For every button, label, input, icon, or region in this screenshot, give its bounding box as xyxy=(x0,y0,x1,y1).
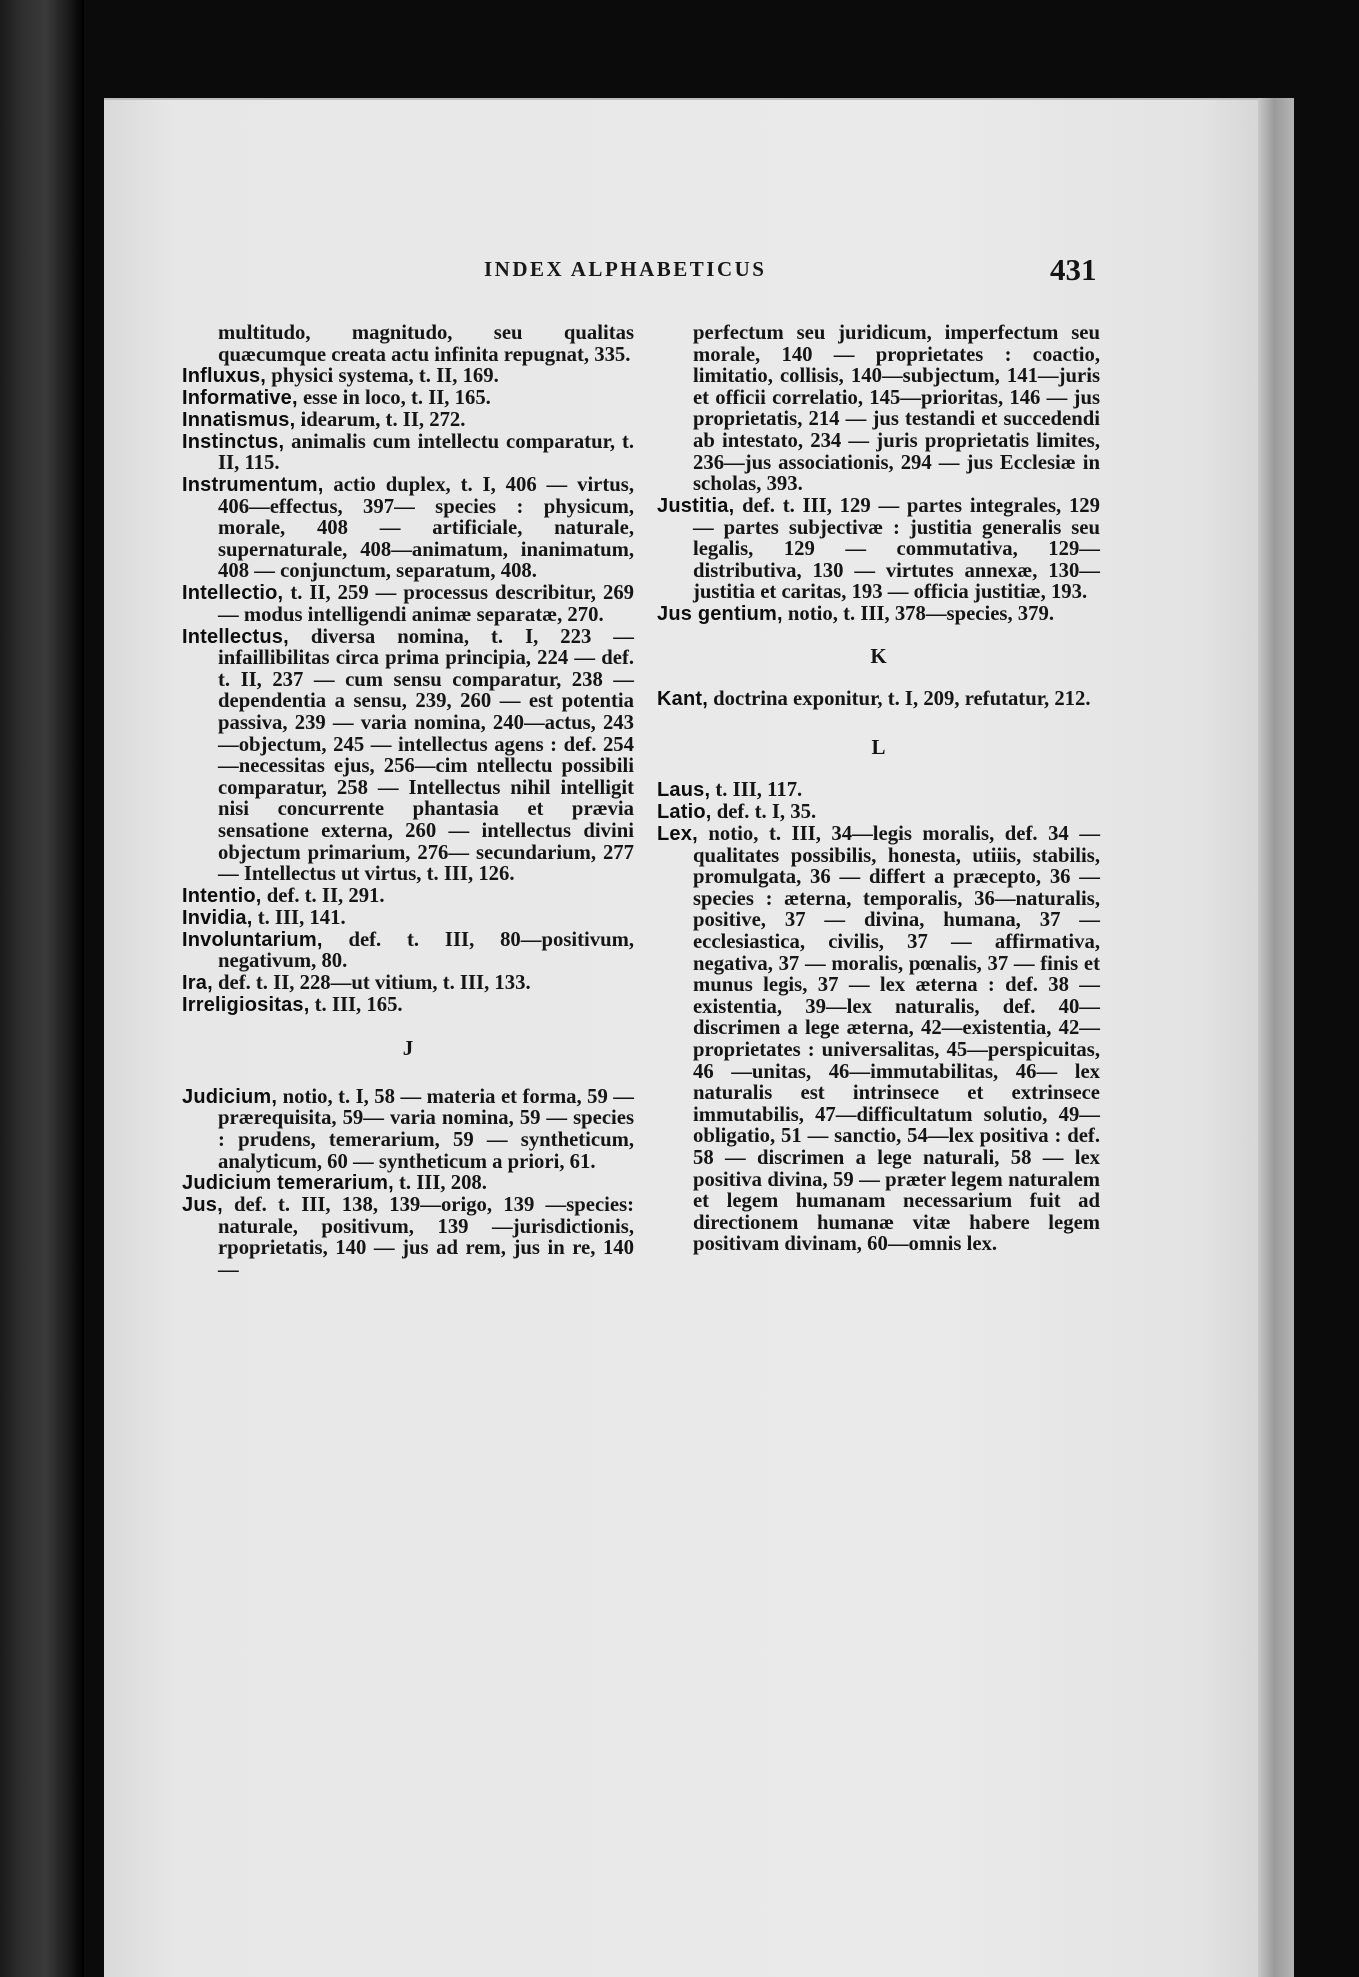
entry-headword: Ira, xyxy=(182,971,213,994)
index-entry xyxy=(182,475,634,583)
entry-text: t. II, 259 — processus describitur, 269 — modus intelligendi animæ separatæ, 270. xyxy=(218,582,635,626)
entry-text: def. t. II, 228—ut vitium, t. III, 133. xyxy=(218,971,531,994)
entry-headword: Innatismus, xyxy=(182,408,296,431)
entry-text: actio duplex, t. I, 406 — virtus, 406—effectus, 397— species : physicum, morale, 408 — artificiale, naturale, supernaturale, 408—animatum, inanimatum, 408 — conjunctum, separatum, 408. xyxy=(218,474,634,583)
entry-text: idearum, t. II, 272. xyxy=(300,408,466,431)
entry-text: notio, t. III, 378—species, 379. xyxy=(787,603,1054,626)
entry-text: animalis cum intellectu comparatur, t. II, 115. xyxy=(218,430,634,475)
entry-headword: Informative, xyxy=(182,387,298,410)
entry-text: t. III, 165. xyxy=(314,993,403,1016)
entry-text: notio, t. III, 34—legis moralis, def. 34 — qualitates possibilis, honesta, utiiis, stabilis, promulgata, 36 — differt a præcepto, 36 — species : æterna, temporalis, 36—naturalis, positive, 37 — divina, humana, 37 — ecclesiastica, civilis, 37 — affirmativa, negativa, 37 — moralis, pœnalis, 37 — finis et munus legis, 37 — lex æterna : def. 38 — existentia, 39—lex naturalis, def. 40—discrimen a lege æterna, 42—existentia, 42—proprietates : universalitas, 45—perspicuitas, 46 —unitas, 46—immutabilitas, 46— lex naturalis est intrinsece et extrinsece immutabilis, 47—difficultatum solutio, 49—obligatio, 51 — sanctio, 54—lex positiva : def. 58 — discrimen a lege naturali, 58 — lex positiva divina, 59 — præter legem naturalem et legem humanam necessarium fuit ad directionem humanæ vitæ habere legem positivam divinam, 60—omnis lex. xyxy=(693,823,1101,1256)
index-entry xyxy=(657,824,1100,1256)
entry-headword: Kant, xyxy=(657,688,708,711)
entry-headword: Judicium, xyxy=(182,1085,278,1108)
entry-headword: Involuntarium, xyxy=(182,928,323,951)
entry-headword: Lex, xyxy=(657,823,698,846)
index-entry xyxy=(657,604,1100,626)
index-entry xyxy=(182,995,634,1017)
entry-text: t. III, 208. xyxy=(399,1172,487,1195)
index-entry xyxy=(182,366,634,388)
index-entry xyxy=(182,583,634,626)
index-entry xyxy=(182,1195,634,1281)
entry-headword: Laus, xyxy=(657,779,711,802)
running-title: INDEX ALPHABETICUS xyxy=(484,257,767,281)
section-letter-l: L xyxy=(871,734,886,759)
entry-text: def. t. III, 80—positivum, negativum, 80. xyxy=(218,928,635,973)
index-entry xyxy=(657,780,1100,802)
entry-headword: Irreligiositas, xyxy=(182,993,310,1016)
index-entry xyxy=(182,410,634,432)
index-entry xyxy=(657,802,1100,824)
entry-headword: Invidia, xyxy=(182,906,253,929)
entry-text: def. t. II, 291. xyxy=(266,884,385,907)
entry-text: diversa nomina, t. I, 223 — infaillibilitas circa prima principia, 224 — def. t. II, 237 — cum sensu comparatur, 238 — dependentia a sensu, 239, 260 — est potentia passiva, 239 — varia nomina, 240—actus, 243—objectum, 245 — intellectus agens : def. 254 —necessitas ejus, 256—cim ntellectu possibili comparatur, 258 — Intellectus nihil intelligit nisi concurrente phantasia et prævia sensatione externa, 260 — intellectus divini objectum primarium, 276— secundarium, 277 — Intellectus ut virtus, t. III, 126. xyxy=(218,625,634,886)
index-column-left xyxy=(182,323,634,1282)
entry-text: def. t. III, 138, 139—origo, 139 —species: naturale, positivum, 139 —jurisdictionis, rpoprietatis, 140 — jus ad rem, jus in re, 140 — xyxy=(218,1194,635,1281)
entry-text: notio, t. I, 58 — materia et forma, 59 — prærequisita, 59— varia nomina, 59 — species : prudens, temerarium, 59 — syntheticum, analyticum, 60 — syntheticum a priori, 61. xyxy=(218,1085,634,1173)
entry-headword: Intentio, xyxy=(182,884,262,907)
entry-text: def. t. III, 129 — partes integrales, 129 — partes subjectivæ : justitia generalis seu legalis, 129 — commutativa, 129—distributiva, 130 — virtutes annexæ, 130—justitia et caritas, 193 — officia justitiæ, 193. xyxy=(693,494,1100,604)
entry-headword: Influxus, xyxy=(182,365,267,388)
entry-headword: Instinctus, xyxy=(182,430,285,453)
entry-text: t. III, 141. xyxy=(257,906,346,929)
index-entry xyxy=(182,1087,634,1173)
continued-entry-text: multitudo, magnitudo, seu qualitas quæcumque creata actu infinita repugnat, 335. xyxy=(218,322,634,366)
index-entry xyxy=(182,908,634,930)
entry-headword: Jus gentium, xyxy=(657,603,783,626)
entry-headword: Intellectus, xyxy=(182,625,289,648)
index-entry xyxy=(657,689,1100,711)
index-entry xyxy=(182,627,634,886)
page-number: 431 xyxy=(1050,252,1097,287)
adjacent-page-edge xyxy=(0,0,84,1977)
section-letter-k: K xyxy=(870,643,887,668)
entry-headword: Justitia, xyxy=(657,494,735,517)
entry-headword: Instrumentum, xyxy=(182,474,324,497)
entry-headword: Latio, xyxy=(657,801,712,824)
continued-entry-text: perfectum seu juridicum, imperfectum seu morale, 140 — proprietates : coactio, limitatio, collisis, 140—subjectum, 141—juris et officii correlatio, 145—prioritas, 146 — jus proprietatis, 214 — jus testandi et succedendi ab intestato, 234 — juris proprietatis limites, 236—jus associationis, 294 — jus Ecclesiæ in scholas, 393. xyxy=(693,322,1100,496)
index-entry xyxy=(657,496,1100,604)
entry-text: doctrina exponitur, t. I, 209, refutatur, 212. xyxy=(713,688,1091,711)
entry-headword: Jus, xyxy=(182,1194,223,1217)
index-entry xyxy=(182,1173,634,1195)
entry-text: t. III, 117. xyxy=(715,779,803,802)
entry-text: esse in loco, t. II, 165. xyxy=(302,387,491,410)
entry-headword: Intellectio, xyxy=(182,582,284,605)
index-column-right xyxy=(657,323,1100,1256)
index-entry xyxy=(182,432,634,475)
entry-text: physici systema, t. II, 169. xyxy=(271,365,499,388)
index-entry xyxy=(182,973,634,995)
page-fold-shadow xyxy=(1258,98,1294,1977)
running-header xyxy=(104,252,1104,297)
index-entry xyxy=(182,930,634,973)
index-entry xyxy=(182,886,634,908)
entry-text: def. t. I, 35. xyxy=(716,801,817,824)
section-letter-j: J xyxy=(402,1036,414,1061)
entry-headword: Judicium temerarium, xyxy=(182,1172,394,1195)
index-entry xyxy=(182,388,634,410)
